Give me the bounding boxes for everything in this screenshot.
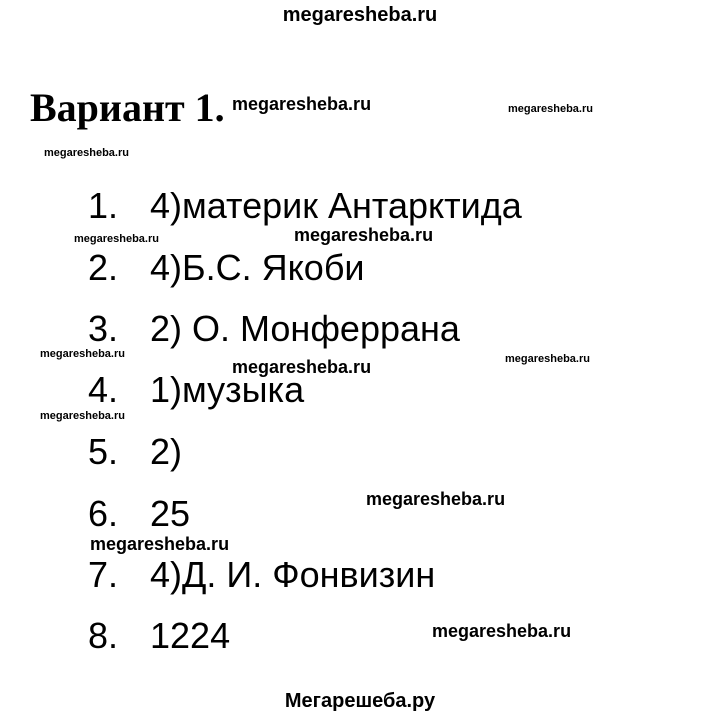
answer-item-1	[88, 182, 522, 230]
watermark: megaresheba.ru	[40, 410, 125, 422]
watermark: megaresheba.ru	[40, 348, 125, 360]
answer-item-2	[88, 244, 365, 292]
answer-number: 8.	[88, 615, 119, 656]
watermark: megaresheba.ru	[74, 233, 159, 245]
answer-text: 25	[150, 493, 191, 534]
answer-text: 4)Д. И. Фонвизин	[150, 554, 436, 595]
watermark: megaresheba.ru	[366, 489, 506, 509]
watermark: megaresheba.ru	[432, 621, 572, 641]
answer-number: 6.	[88, 493, 119, 534]
watermark: megaresheba.ru	[508, 103, 593, 115]
answer-number: 5.	[88, 431, 119, 472]
page-title: Вариант 1.	[30, 85, 225, 130]
answer-text: 2)	[150, 431, 183, 472]
answer-number: 1.	[88, 185, 119, 226]
answer-number: 7.	[88, 554, 119, 595]
answer-number: 2.	[88, 247, 119, 288]
watermark: megaresheba.ru	[232, 357, 372, 377]
watermark: megaresheba.ru	[505, 353, 590, 365]
watermark: megaresheba.ru	[232, 94, 372, 114]
answer-item-3	[88, 305, 460, 353]
watermark: megaresheba.ru	[294, 225, 434, 245]
answer-number: 4.	[88, 369, 119, 410]
answer-item-7	[88, 551, 435, 599]
answer-number: 3.	[88, 308, 119, 349]
answer-item-5	[88, 428, 182, 476]
watermark: megaresheba.ru	[44, 147, 129, 159]
site-header: megaresheba.ru	[282, 4, 438, 26]
answer-item-8	[88, 612, 230, 660]
answer-text: 1224	[150, 615, 231, 656]
answer-text: 4)Б.С. Якоби	[150, 247, 365, 288]
answer-text: 1)музыка	[150, 369, 305, 410]
site-footer: Мегарешеба.ру	[284, 690, 436, 712]
answer-text: 4)материк Антарктида	[150, 185, 522, 226]
answer-item-6	[88, 490, 190, 538]
watermark: megaresheba.ru	[90, 534, 230, 554]
answer-text: 2) О. Монферрана	[150, 308, 460, 349]
